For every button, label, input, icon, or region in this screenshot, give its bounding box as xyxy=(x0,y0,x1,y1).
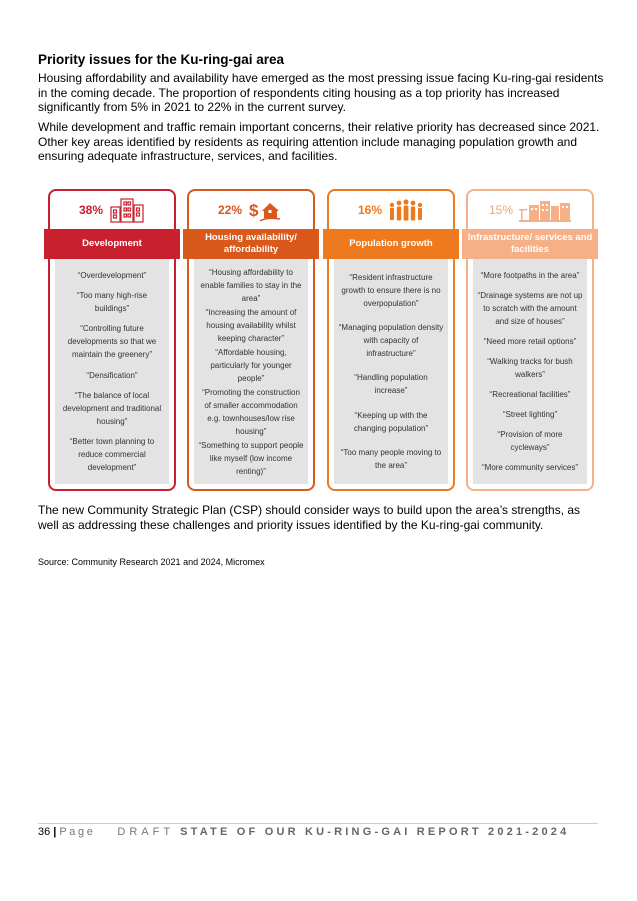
section-heading: Priority issues for the Ku-ring-gai area xyxy=(38,52,285,67)
paragraph-housing: Housing affordability and availability have emerged as the most pressing issue facing Ku-ring-gai residents in the coming decade. The proportion of respondents citing housing as a top priority has increased significantly from 5% in 2021 to 22% in the current survey. xyxy=(38,71,604,115)
page-word: Page xyxy=(59,826,96,838)
quote: “Too many high-rise buildings” xyxy=(76,290,148,313)
draft-label: DRAFT xyxy=(117,826,175,838)
card-title-band xyxy=(462,229,598,259)
card-title-band xyxy=(323,229,459,259)
quote: “More community services” xyxy=(481,463,578,473)
card-percent: 22% xyxy=(217,203,243,217)
footer-divider xyxy=(38,823,598,824)
quote: “Walking tracks for bush walkers” xyxy=(487,356,573,379)
quote: “The balance of local development and traditional housing” xyxy=(62,390,162,426)
card-percent: 15% xyxy=(488,203,514,217)
quote: “Promoting the construction of smaller accommodation e.g. townhouses/low rise housing” xyxy=(202,387,300,436)
quote: “Overdevelopment” xyxy=(77,270,147,280)
quote: “Handling population increase” xyxy=(354,373,428,396)
card-title-band xyxy=(44,229,180,259)
page-footer xyxy=(38,826,569,838)
quote: “Recreational facilities” xyxy=(489,390,571,400)
quote: “Drainage systems are not up to scratch with the amount and size of houses” xyxy=(477,290,583,326)
quote-list xyxy=(55,259,169,484)
quote-list xyxy=(334,259,448,484)
infrastructure-icon xyxy=(519,197,571,223)
card-header xyxy=(50,191,174,229)
quote: “Provision of more cycleways” xyxy=(497,430,563,453)
card-percent: 16% xyxy=(357,203,383,217)
quote: “Street lighting” xyxy=(502,410,558,420)
card-title: Population growth xyxy=(349,238,433,249)
page-number: 36 xyxy=(38,826,51,838)
priority-cards xyxy=(48,189,594,492)
card-header xyxy=(468,191,592,229)
card-header xyxy=(329,191,453,229)
footer-separator: | xyxy=(53,826,57,838)
quote: “Resident infrastructure growth to ensure there is no overpopulation” xyxy=(341,272,441,308)
quote-list xyxy=(194,259,308,484)
quote: “Too many people moving to the area” xyxy=(340,448,442,471)
report-title: STATE OF OUR KU-RING-GAI REPORT 2021-2024 xyxy=(180,826,570,838)
quote: “Keeping up with the changing population” xyxy=(353,410,429,433)
quote: “More footpaths in the area” xyxy=(480,270,580,280)
quote: “Densification” xyxy=(86,370,138,380)
quote: “Better town planning to reduce commercial development” xyxy=(69,437,155,473)
quote: “Controlling future developments so that we maintain the greenery” xyxy=(67,324,157,360)
quote-list xyxy=(473,259,587,484)
buildings-icon xyxy=(109,197,145,223)
card-title: Housing availability/ affordability xyxy=(205,232,297,255)
priority-card-population xyxy=(327,189,455,491)
card-header xyxy=(189,191,313,229)
quote: “Something to support people like myself (low income renting)” xyxy=(198,440,304,476)
crowd-icon xyxy=(388,197,424,223)
quote: “Affordable housing, particularly for younger people” xyxy=(210,347,292,383)
card-title: Development xyxy=(82,238,142,249)
priority-card-infrastructure xyxy=(466,189,594,491)
priority-card-housing xyxy=(187,189,315,491)
paragraph-csp: The new Community Strategic Plan (CSP) should consider ways to build upon the area’s strengths, as well as addressing these challenges and priority issues identified by the Ku-ring-gai community. xyxy=(38,503,581,532)
quote: “Increasing the amount of housing availability whilst keeping character” xyxy=(205,307,297,343)
quote: “Housing affordability to enable families to stay in the area” xyxy=(200,267,302,303)
paragraph-development: While development and traffic remain important concerns, their relative priority has decreased since 2021. Other key areas identified by residents as requiring attention include managing population growth and ensuring adequate infrastructure, services, and facilities. xyxy=(38,120,600,164)
card-title: Infrastructure/ services and facilities xyxy=(467,232,593,255)
quote: “Managing population density with capacity of infrastructure” xyxy=(338,323,444,359)
svg-text:$: $ xyxy=(249,201,259,220)
quote: “Need more retail options” xyxy=(483,336,577,346)
source-note: Source: Community Research 2021 and 2024, Micromex xyxy=(38,557,265,567)
card-percent: 38% xyxy=(78,203,104,217)
card-title-band xyxy=(183,229,319,259)
priority-card-development xyxy=(48,189,176,491)
house-dollar-icon xyxy=(248,197,284,223)
